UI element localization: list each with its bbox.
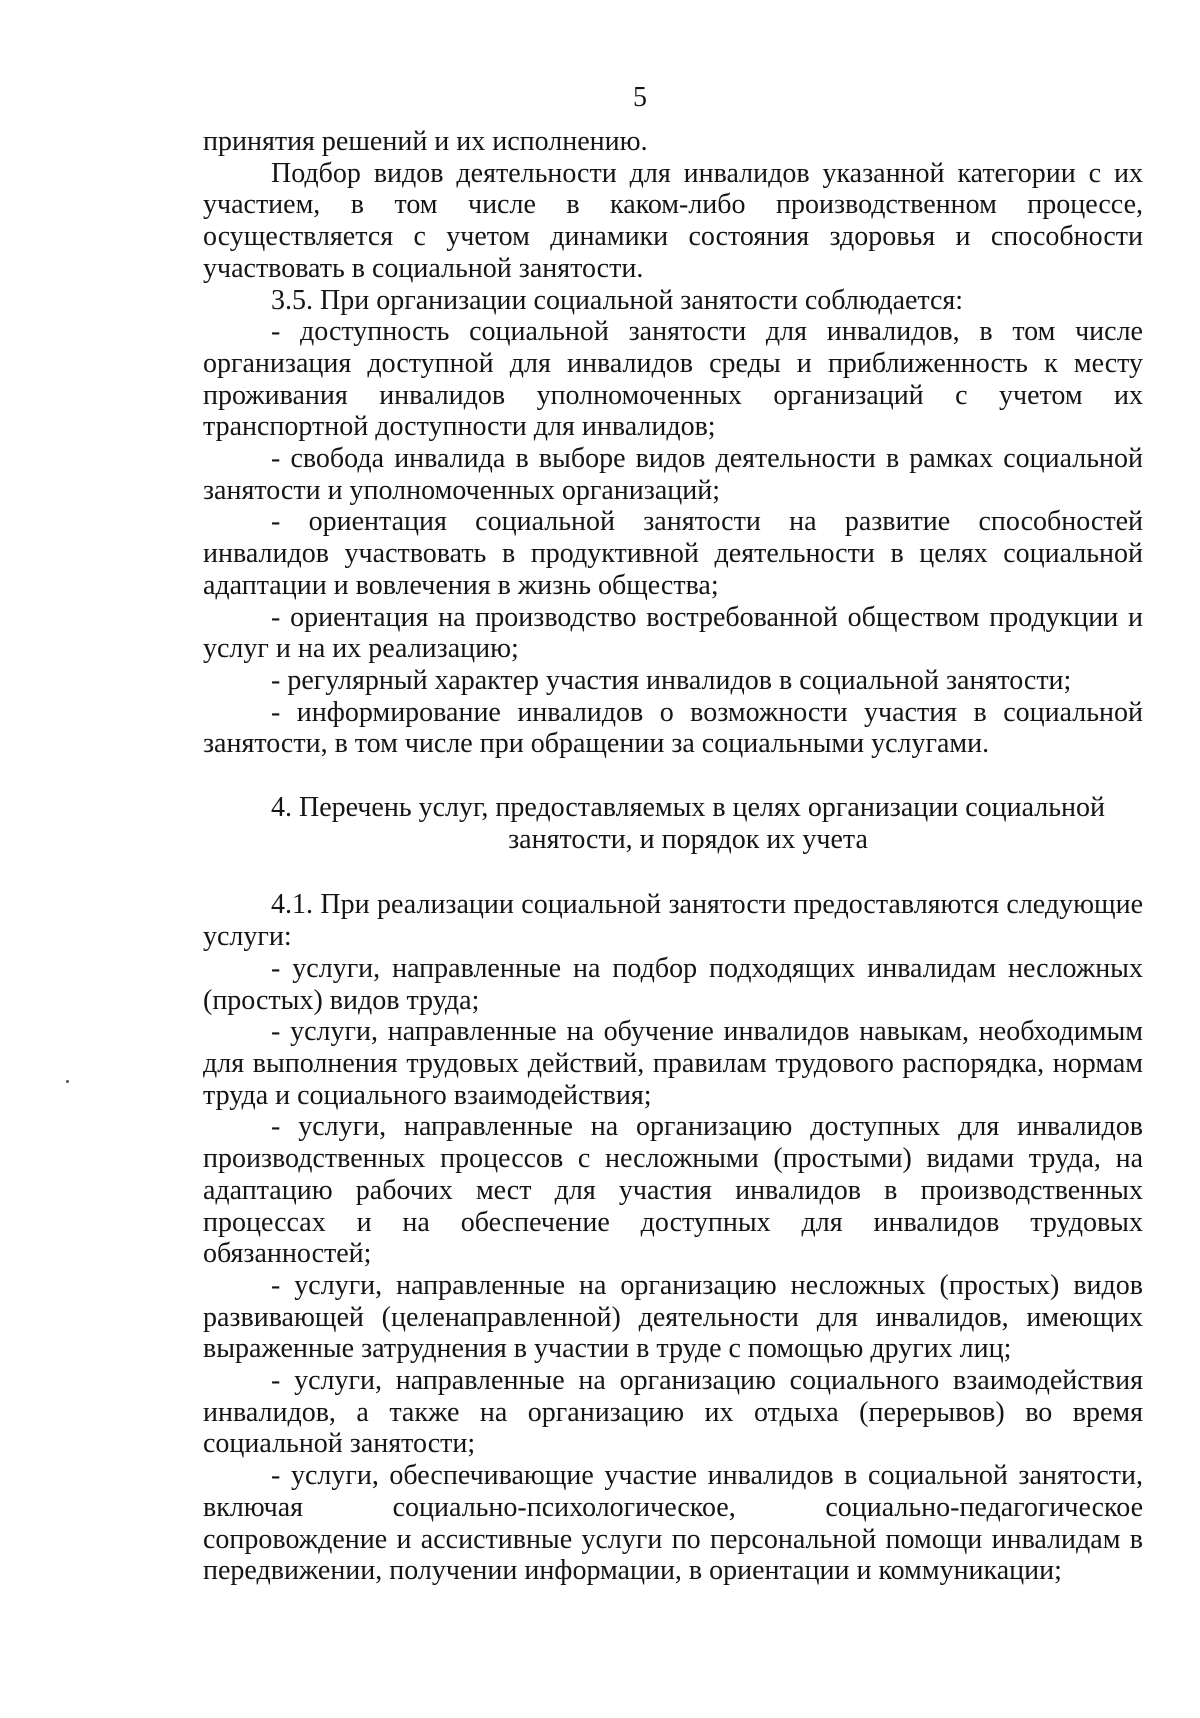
page-number: 5: [633, 82, 647, 113]
list-item-service-developmental-activity: - услуги, направленные на организацию несложных (простых) видов развивающей (целенаправленной) деятельности для инвалидов, имеющих выраженные затруднения в участии в труде с помощью других лиц;: [203, 1269, 1143, 1365]
list-item-production-orientation: - ориентация на производство востребованной обществом продукции и услуг и на их реализацию;: [203, 601, 1143, 665]
document-body: [203, 126, 1143, 1587]
section-4-heading-line-1: 4. Перечень услуг, предоставляемых в целях организации социальной: [270, 792, 1106, 824]
list-item-service-training: - услуги, направленные на обучение инвалидов навыкам, необходимым для выполнения трудовых действий, правилам трудового распорядка, нормам труда и социального взаимодействия;: [203, 1016, 1143, 1111]
section-4-heading: [203, 792, 1143, 855]
list-item-service-support: - услуги, обеспечивающие участие инвалидов в социальной занятости, включая социально-психологическое, социально-педагогическое сопровождение и ассистивные услуги по персональной помощи инвалидам в передвижении, получении информации, в ориентации и коммуникации;: [203, 1460, 1143, 1587]
list-item-informing: - информирование инвалидов о возможности участия в социальной занятости, в том числе при обращении за социальными услугами.: [203, 696, 1143, 760]
list-item-service-production-processes: - услуги, направленные на организацию доступных для инвалидов производственных процессов с несложными (простыми) видами труда, на адаптацию рабочих мест для участия инвалидов в производственных процессах и на обеспечение доступных для инвалидов трудовых обязанностей;: [203, 1111, 1143, 1270]
list-item-regular-participation: - регулярный характер участия инвалидов в социальной занятости;: [271, 664, 1072, 696]
section-4-heading-line-2: занятости, и порядок их учета: [508, 823, 868, 855]
list-item-abilities-orientation: - ориентация социальной занятости на развитие способностей инвалидов участвовать в продуктивной деятельности в целях социальной адаптации и вовлечения в жизнь общества;: [203, 506, 1143, 601]
paragraph-selection-of-activities: Подбор видов деятельности для инвалидов указанной категории с их участием, в том числе в каком-либо производственном процессе, осуществляется с учетом динамики состояния здоровья и способности участвовать в социальной занятости.: [203, 157, 1143, 284]
list-item-freedom-of-choice: - свобода инвалида в выборе видов деятельности в рамках социальной занятости и уполномоченных организаций;: [203, 443, 1143, 506]
scan-speck-mark: [66, 1080, 69, 1083]
list-item-service-social-interaction: - услуги, направленные на организацию социального взаимодействия инвалидов, а также на организацию их отдыха (перерывов) во время социальной занятости;: [203, 1365, 1143, 1460]
paragraph-3-5: 3.5. При организации социальной занятости соблюдается:: [271, 284, 964, 316]
list-item-accessibility: - доступность социальной занятости для инвалидов, в том числе организация доступной для инвалидов среды и приближенность к месту проживания инвалидов уполномоченных организаций с учетом их транспортной доступности для инвалидов;: [203, 316, 1143, 443]
list-item-service-selection: - услуги, направленные на подбор подходящих инвалидам несложных (простых) видов труда;: [203, 952, 1143, 1016]
paragraph-4-1: 4.1. При реализации социальной занятости предоставляются следующие услуги:: [203, 889, 1143, 953]
paragraph-continuation: принятия решений и их исполнению.: [203, 126, 648, 157]
